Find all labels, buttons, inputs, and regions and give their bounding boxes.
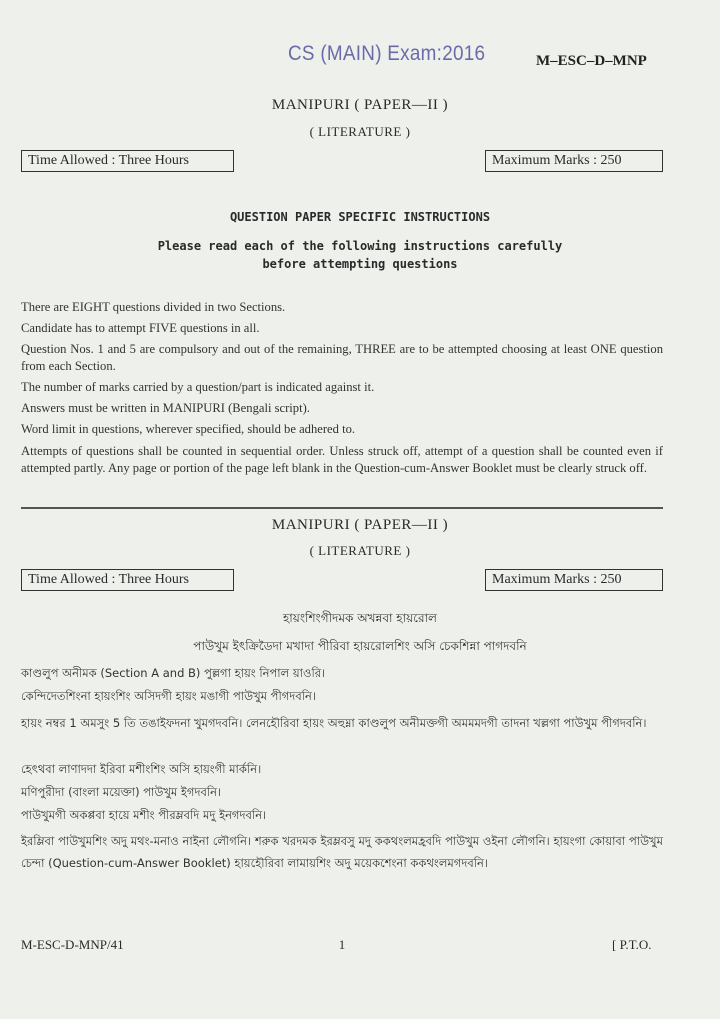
page-number: 1 <box>338 937 346 952</box>
instructions-heading: QUESTION PAPER SPECIFIC INSTRUCTIONS <box>229 210 491 224</box>
instruction-2: Candidate has to attempt FIVE questions in all. <box>21 321 260 335</box>
instruction-5: Answers must be written in MANIPURI (Bengali script). <box>21 401 310 415</box>
paper-subtitle: ( LITERATURE ) <box>309 124 411 139</box>
bn-instruction-3: হায়ং নম্বর 1 অমসুং 5 তি তঙাইফদনা খুমগদবনি। লেনহৌরিবা হায়ং অহুম্না কাণ্ডলুপ অনীমক্তগী অমমমদগী তাদনা খল্লগা পাউখুম পীগদবনি। <box>21 716 647 730</box>
bn-instruction-1: কাণ্ডলুপ অনীমক (Section A and B) পুল্লগা হায়ং নিপাল য়াওরি। <box>21 666 326 680</box>
bn-instruction-2: কেন্দিদেতশিংনা হায়ংশিং অসিদগী হায়ং মঙাগী পাউখুম পীগদবনি। <box>21 689 317 703</box>
paper-title-repeat: MANIPURI ( PAPER—II ) <box>271 517 449 533</box>
max-marks-box-repeat: Maximum Marks : 250 <box>485 569 663 591</box>
instructions-subheading-1: Please read each of the following instructions carefully <box>157 239 563 253</box>
time-allowed-box: Time Allowed : Three Hours <box>21 150 234 172</box>
instruction-4: The number of marks carried by a question/part is indicated against it. <box>21 380 375 394</box>
instruction-1: There are EIGHT questions divided in two Sections. <box>21 300 286 314</box>
bn-instruction-5: মণিপুরীদা (বাংলা ময়েক্তা) পাউখুম ইগদবনি। <box>21 785 222 799</box>
instruction-6: Word limit in questions, wherever specified, should be adhered to. <box>21 422 356 436</box>
instruction-7: Attempts of questions shall be counted in sequential order. Unless struck off, attempt of a question shall be counted even if attempted partly. Any page or portion of the page left blank in the Question-cum-Answer Booklet must be clearly struck off. <box>21 444 663 475</box>
paper-code: M–ESC–D–MNP <box>536 53 647 69</box>
paper-subtitle-repeat: ( LITERATURE ) <box>309 543 411 558</box>
pto-label: [ P.T.O. <box>612 937 652 952</box>
paper-title: MANIPURI ( PAPER—II ) <box>271 97 449 113</box>
exam-stamp: CS (MAIN) Exam:2016 <box>288 42 486 65</box>
bn-heading-2: পাউখুম ইৎক্রিডৈদা মখাদা পীরিবা হায়রোলশিং অসি চেকশিন্না পাগদবনি <box>193 639 527 653</box>
instructions-subheading-2: before attempting questions <box>262 257 458 271</box>
bn-instruction-4: হেৎথবা লাণাদদা ইরিবা মশীংশিং অসি হায়ংগী মার্কনি। <box>21 762 262 776</box>
max-marks-box: Maximum Marks : 250 <box>485 150 663 172</box>
bn-instruction-6: পাউখুমগী অকপ্পবা হায়ে মশীং পীরম্লবদি মদু ইনগদবনি। <box>21 808 267 822</box>
bn-instruction-7: ইরম্লিবা পাউখুমশিং অদু মথং-মনাও নাইনা লৌগনি। শরুক খরদমক ইরম্লবসু মদু ককথংলমহ্রবদি পাউখুম ওইনা লৌগনি। হায়ংগা কোয়াবা পাউখুম চেন্দা (Question-cum-Answer Booklet) হায়হৌরিবা লামায়শিং অদু ময়েকশেংনা ককথংলমগদবনি। <box>21 834 663 870</box>
footer-code: M-ESC-D-MNP/41 <box>21 937 124 952</box>
section-divider <box>21 507 663 509</box>
time-allowed-box-repeat: Time Allowed : Three Hours <box>21 569 234 591</box>
bn-heading-1: হায়ংশিংগীদমক অখন্নবা হায়রোল <box>283 611 437 625</box>
instruction-3: Question Nos. 1 and 5 are compulsory and out of the remaining, THREE are to be attempted choosing at least ONE question from each Section. <box>21 342 663 373</box>
